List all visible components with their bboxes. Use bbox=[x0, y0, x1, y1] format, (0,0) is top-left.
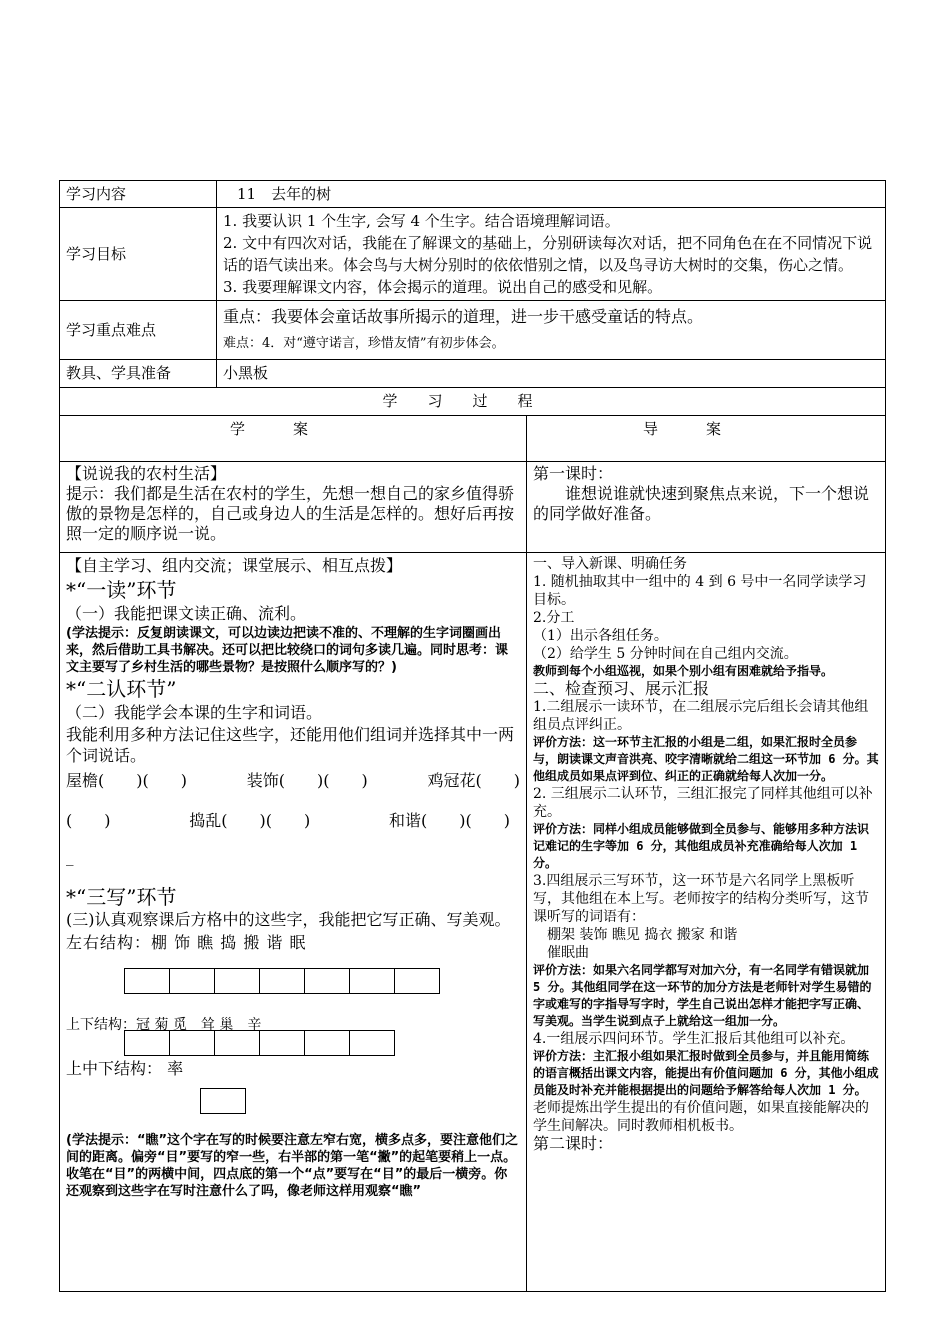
key-point: 重点：我要体会童话故事所揭示的道理，进一步干感受童话的特点。 bbox=[223, 307, 704, 326]
ud-grid bbox=[124, 1030, 520, 1056]
goal-1: 1. 我要认识 1 个生字, 会写 4 个生字。结合语境理解词语。 bbox=[223, 212, 620, 230]
grid-cell bbox=[169, 1030, 215, 1056]
grid-cell bbox=[124, 968, 170, 994]
know-heading: *“二认环节” bbox=[66, 677, 177, 701]
dash-mark: _ bbox=[66, 848, 74, 866]
goals-label: 学习目标 bbox=[60, 208, 217, 301]
teacher-guidance: 教师到每个小组巡视，如果个别小组有困难就给予指导。 bbox=[533, 664, 834, 678]
teacher-plan-heading bbox=[527, 416, 886, 462]
self-study-title: 【自主学习、组内交流；课堂展示、相互点拨】 bbox=[66, 556, 403, 575]
grid-cell bbox=[214, 1030, 260, 1056]
word-blank: ( ) bbox=[66, 811, 111, 830]
eval-3: 评价方法：如果六名同学都写对加六分，有一名同学有错误就加 5 分。其他组同学在这一环节的加分方法是老师针对学生易错的字或难写的字指导写字时，学生自己说出怎样才能把字写正确、写美观。当学生说到点子上就给这一组加一分。 bbox=[533, 963, 872, 1028]
lesson-title: 11 去年的树 bbox=[217, 181, 886, 208]
student-plan-heading bbox=[60, 416, 527, 462]
lr-structure: 左右结构：棚 饰 瞧 捣 搬 谐 眠 bbox=[66, 933, 307, 952]
write-task: (三)认真观察课后方格中的这些字，我能把它写正确、写美观。 bbox=[66, 910, 511, 929]
rural-life-text: 提示：我们都是生活在农村的学生，先想一想自己的家乡值得骄傲的景物是怎样的，自己或身边人的生活是怎样的。想好后再按照一定的顺序说一说。 bbox=[66, 484, 515, 543]
grid-cell bbox=[259, 968, 305, 994]
step-group-talk: （2）给学生 5 分钟时间在自己组内交流。 bbox=[533, 646, 798, 662]
step-read-goals: 1. 随机抽取其中一组中的 4 到 6 号中一名同学读学习目标。 bbox=[533, 574, 867, 608]
grid-cell bbox=[214, 968, 260, 994]
lesson-table bbox=[59, 180, 886, 1292]
grid-cell bbox=[304, 1030, 350, 1056]
word-cockscomb: 鸡冠花( ) bbox=[427, 771, 520, 790]
dictation-words-2: 催眠曲 bbox=[547, 945, 589, 961]
grid-cell bbox=[259, 1030, 305, 1056]
goal-3: 3. 我要理解课文内容，体会揭示的道理。说出自己的感受和见解。 bbox=[223, 278, 663, 296]
dictation-words: 棚架 装饰 瞧见 捣衣 搬家 和谐 bbox=[547, 927, 738, 943]
word-row-2 bbox=[66, 810, 520, 832]
read-tip: (学法提示：反复朗读课文，可以边读边把读不准的、不理解的生字词圈画出来，然后借助工具书解决。还可以把比较绕口的词句多读几遍。同时思考：课文主要写了乡村生活的哪些景物？是按照什么顺序写的？) bbox=[66, 626, 509, 675]
word-decorate: 装饰( )( ) bbox=[246, 771, 368, 790]
second-lesson: 第二课时： bbox=[533, 1134, 614, 1153]
word-harmony: 和谐( )( ) bbox=[389, 811, 510, 830]
grid-cell bbox=[349, 968, 395, 994]
key-cell bbox=[217, 301, 886, 360]
umd-structure: 上中下结构： 率 bbox=[66, 1059, 184, 1078]
know-method: 我能利用多种方法记住这些字，还能用他们组词并选择其中一两个词说话。 bbox=[66, 725, 515, 765]
group3-know: 2. 三组展示二认环节，三组汇报完了同样其他组可以补充。 bbox=[533, 786, 873, 820]
goals-cell bbox=[217, 208, 886, 301]
grid-cell bbox=[349, 1030, 395, 1056]
read-heading: *“一读”环节 bbox=[66, 578, 177, 602]
teacher-summary: 老师提炼出学生提出的有价值问题，如果直接能解决的学生间解决。同时教师相机板书。 bbox=[533, 1100, 869, 1134]
grid-cell bbox=[304, 968, 350, 994]
rural-life-title: 【说说我的农村生活】 bbox=[66, 464, 227, 483]
lesson-plan bbox=[59, 180, 885, 1292]
word-mischief: 捣乱( )( ) bbox=[189, 811, 311, 830]
eval-2: 评价方法：同样小组成员能够做到全员参与、能够用多种方法识记难记的生字等加 6 分，其他组成员补充准确给每人次加 1 分。 bbox=[533, 822, 870, 870]
step-show-tasks: （1）出示各组任务。 bbox=[533, 628, 668, 644]
step-assign: 2.分工 bbox=[533, 610, 575, 626]
grid-cell bbox=[394, 968, 440, 994]
grid-cell bbox=[200, 1088, 246, 1114]
read-task: （一）我能把课文读正确、流利。 bbox=[66, 604, 307, 623]
key-label: 学习重点难点 bbox=[60, 301, 217, 360]
eval-1: 评价方法：这一环节主汇报的小组是二组，如果汇报时全员参与，朗读课文声音洪亮、咬字清晰就给二组这一环节加 6 分。其他组成员如果点评到位、纠正的正确就给每人次加一分。 bbox=[533, 735, 879, 783]
difficulty: 难点：4．对“遵守诺言，珍惜友情”有初步体会。 bbox=[223, 336, 505, 351]
first-lesson-text: 谁想说谁就快速到聚焦点来说，下一个想说的同学做好准备。 bbox=[533, 484, 870, 523]
tools-value: 小黑板 bbox=[217, 360, 886, 388]
group2-read: 1.二组展示一读环节，在二组展示完后组长会请其他组组员点评纠正。 bbox=[533, 699, 869, 733]
write-tip: (学法提示：“瞧”这个字在写的时候要注意左窄右宽，横多点多，要注意他们之间的距离。偏旁“目”要写的窄一些，右半部的第一笔“撇”的起笔要稍上一点。收笔在“目”的两横中间，四点底的第一个“点”要写在“目”的最后一横旁。你还观察到这些字在写时注意什么了吗，像老师这样用观察“瞧” bbox=[66, 1133, 519, 1199]
write-heading: *“三写”环节 bbox=[66, 885, 177, 909]
student-plan-label: 学案 bbox=[229, 420, 356, 438]
first-lesson-title: 第一课时： bbox=[533, 464, 614, 483]
rural-life-cell bbox=[60, 462, 527, 553]
teacher-plan-label: 导案 bbox=[642, 420, 769, 438]
lr-grid bbox=[124, 968, 520, 994]
content-label: 学习内容 bbox=[60, 181, 217, 208]
step-intro: 一、导入新课、明确任务 bbox=[533, 556, 687, 572]
group1-ask: 4.一组展示四问环节。学生汇报后其他组可以补充。 bbox=[533, 1031, 855, 1047]
word-row-1 bbox=[66, 770, 520, 792]
step-check: 二、检查预习、展示汇报 bbox=[533, 679, 710, 698]
grid-cell bbox=[169, 968, 215, 994]
goal-2: 2. 文中有四次对话，我能在了解课文的基础上，分别研读每次对话，把不同角色在在不同情况下说话的语气读出来。体会鸟与大树分别时的依依惜别之情，以及鸟寻访大树时的交集，伤心之情。 bbox=[223, 234, 873, 274]
tools-label: 教具、学具准备 bbox=[60, 360, 217, 388]
first-lesson-cell bbox=[527, 462, 886, 553]
group4-write: 3.四组展示三写环节，这一环节是六名同学上黑板听写，其他组在本上写。老师按字的结构分类听写，这节课听写的词语有： bbox=[533, 873, 869, 925]
know-task: （二）我能学会本课的生字和词语。 bbox=[66, 703, 323, 722]
eval-4: 评价方法：主汇报小组如果汇报时做到全员参与，并且能用简练的语言概括出课文内容，能提出有价值问题加 6 分，其他小组成员能及时补充并能根据提出的问题给予解答给每人次加 1 分。 bbox=[533, 1049, 879, 1097]
ud-structure: 上下结构：冠 菊 觅 耸 巢 辛 bbox=[66, 1017, 262, 1033]
process-heading: 学习过程 bbox=[60, 388, 886, 416]
teacher-plan-cell bbox=[527, 553, 886, 1292]
umd-grid bbox=[200, 1088, 520, 1114]
word-eaves: 屋檐( )( ) bbox=[66, 771, 187, 790]
student-plan-cell bbox=[60, 553, 527, 1292]
grid-cell bbox=[124, 1030, 170, 1056]
